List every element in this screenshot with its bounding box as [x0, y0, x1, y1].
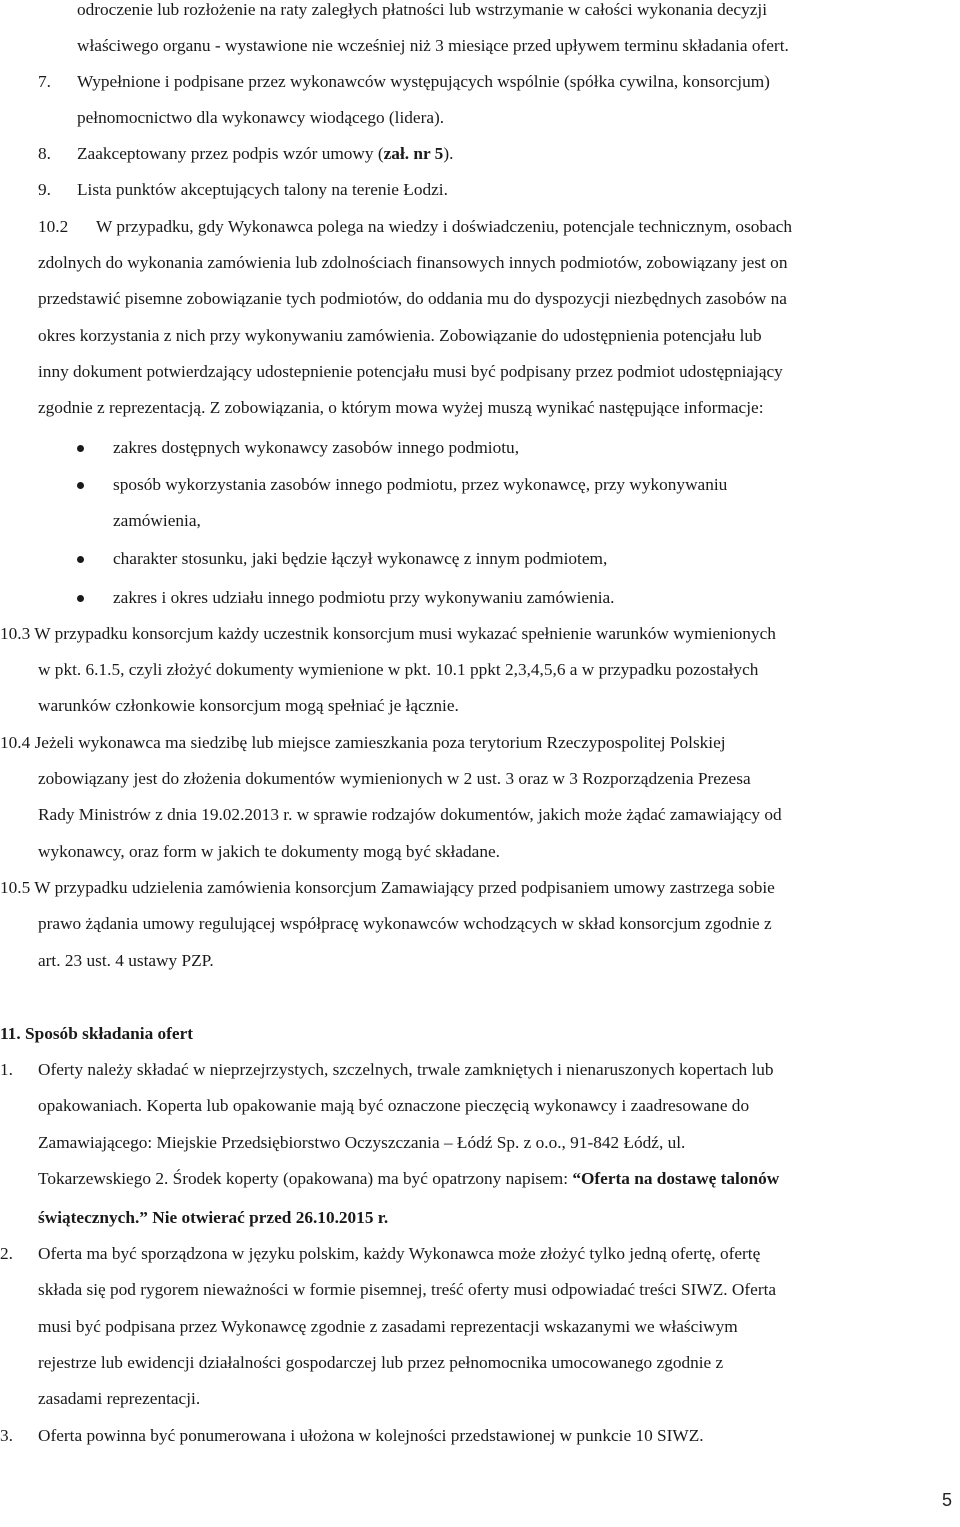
- paragraph-line: zobowiązany jest do złożenia dokumentów wymienionych w 2 ust. 3 oraz w 3 Rozporządzenia Prezesa: [38, 769, 751, 788]
- paragraph-line: 10.4 Jeżeli wykonawca ma siedzibę lub miejsce zamieszkania poza terytorium Rzeczypospolitej Polskiej: [0, 733, 726, 752]
- section-number: 10.2: [38, 217, 69, 236]
- paragraph-line: składa się pod rygorem nieważności w formie pisemnej, treść oferty musi odpowiadać treści SIWZ. Oferta: [38, 1280, 777, 1299]
- paragraph-line: Wypełnione i podpisane przez wykonawców występujących wspólnie (spółka cywilna, konsorcjum): [77, 72, 770, 91]
- bold-text: zał. nr 5: [383, 144, 444, 163]
- paragraph-line: 10.3 W przypadku konsorcjum każdy uczestnik konsorcjum musi wykazać spełnienie warunków wymienionych: [0, 624, 776, 643]
- list-number: 2.: [0, 1244, 13, 1263]
- paragraph-line: opakowaniach. Koperta lub opakowanie mają być oznaczone pieczęcią wykonawcy i zaadresowane do: [38, 1096, 750, 1115]
- bullet-icon: [77, 445, 84, 452]
- page-number: 5: [941, 1490, 952, 1510]
- text: Zaakceptowany przez podpis wzór umowy (: [77, 144, 384, 163]
- paragraph-line: w pkt. 6.1.5, czyli złożyć dokumenty wymienione w pkt. 10.1 ppkt 2,3,4,5,6 a w przypadku pozostałych: [38, 660, 759, 679]
- paragraph-line: zasadami reprezentacji.: [38, 1389, 201, 1408]
- paragraph-line: Zamawiającego: Miejskie Przedsiębiorstwo Oczyszczania – Łódź Sp. z o.o., 91-842 Łódź, ul.: [38, 1133, 686, 1152]
- list-number: 3.: [0, 1426, 13, 1445]
- list-number: 9.: [38, 180, 51, 199]
- paragraph-line: wykonawcy, oraz form w jakich te dokumenty mogą być składane.: [38, 842, 500, 861]
- paragraph-line: Oferta powinna być ponumerowana i ułożona w kolejności przedstawionej w punkcie 10 SIWZ.: [38, 1426, 704, 1445]
- paragraph-line: inny dokument potwierdzający udostepnienie potencjału musi być podpisany przez podmiot udostępniający: [38, 362, 783, 381]
- paragraph-line: odroczenie lub rozłożenie na raty zaległych płatności lub wstrzymanie w całości wykonania decyzji: [77, 0, 768, 19]
- paragraph-line: przedstawić pisemne zobowiązanie tych podmiotów, do oddania mu do dyspozycji niezbędnych zasobów na: [38, 289, 787, 308]
- section-heading: 11. Sposób składania ofert: [0, 1024, 194, 1043]
- paragraph-line: świątecznych.” Nie otwierać przed 26.10.2015 r.: [38, 1208, 389, 1227]
- list-item-text: zakres i okres udziału innego podmiotu przy wykonywaniu zamówienia.: [113, 588, 615, 607]
- paragraph-line: Oferta ma być sporządzona w języku polskim, każdy Wykonawca może złożyć tylko jedną ofertę, ofertę: [38, 1244, 761, 1263]
- bullet-icon: [77, 556, 84, 563]
- paragraph-line: zgodnie z reprezentacją. Z zobowiązania, o którym mowa wyżej muszą wynikać następujące informacje:: [38, 398, 764, 417]
- paragraph-line: Oferty należy składać w nieprzejrzystych, szczelnych, trwale zamkniętych i nienaruszonych kopertach lub: [38, 1060, 774, 1079]
- paragraph-line: Rady Ministrów z dnia 19.02.2013 r. w sprawie rodzajów dokumentów, jakich może żądać zamawiający od: [38, 805, 782, 824]
- paragraph-line: musi być podpisana przez Wykonawcę zgodnie z zasadami reprezentacji wskazanymi we właściwym: [38, 1317, 738, 1336]
- list-item-text: zakres dostępnych wykonawcy zasobów innego podmiotu,: [113, 438, 520, 457]
- list-item-text: zamówienia,: [113, 511, 201, 530]
- list-item-text: charakter stosunku, jaki będzie łączył wykonawcę z innym podmiotem,: [113, 549, 608, 568]
- text: Tokarzewskiego 2. Środek koperty (opakowana) ma być opatrzony napisem:: [38, 1169, 573, 1188]
- text: ).: [443, 144, 454, 163]
- list-number: 1.: [0, 1060, 13, 1079]
- paragraph-line: pełnomocnictwo dla wykonawcy wiodącego (lidera).: [77, 108, 445, 127]
- paragraph-line: [38, 1161, 956, 1197]
- bullet-icon: [77, 482, 84, 489]
- paragraph-line: art. 23 ust. 4 ustawy PZP.: [38, 951, 214, 970]
- bullet-icon: [77, 595, 84, 602]
- paragraph-line: prawo żądania umowy regulującej współpracę wykonawców wchodzących w skład konsorcjum zgodnie z: [38, 914, 772, 933]
- paragraph-line: [77, 136, 956, 172]
- paragraph-line: okres korzystania z nich przy wykonywaniu zamówienia. Zobowiązanie do udostępnienia potencjału lub: [38, 326, 762, 345]
- bold-text: “Oferta na dostawę talonów: [572, 1169, 780, 1188]
- paragraph-line: warunków członkowie konsorcjum mogą spełniać je łącznie.: [38, 696, 459, 715]
- list-number: 8.: [38, 144, 51, 163]
- paragraph-line: 10.5 W przypadku udzielenia zamówienia konsorcjum Zamawiający przed podpisaniem umowy zastrzega sobie: [0, 878, 775, 897]
- paragraph-line: W przypadku, gdy Wykonawca polega na wiedzy i doświadczeniu, potencjale technicznym, osobach: [96, 217, 793, 236]
- list-number: 7.: [38, 72, 51, 91]
- paragraph-line: Lista punktów akceptujących talony na terenie Łodzi.: [77, 180, 448, 199]
- paragraph-line: właściwego organu - wystawione nie wcześniej niż 3 miesiące przed upływem terminu składania ofert.: [77, 36, 789, 55]
- paragraph-line: zdolnych do wykonania zamówienia lub zdolnościach finansowych innych podmiotów, zobowiązany jest on: [38, 253, 788, 272]
- paragraph-line: rejestrze lub ewidencji działalności gospodarczej lub przez pełnomocnika umocowanego zgodnie z: [38, 1353, 724, 1372]
- list-item-text: sposób wykorzystania zasobów innego podmiotu, przez wykonawcę, przy wykonywaniu: [113, 475, 728, 494]
